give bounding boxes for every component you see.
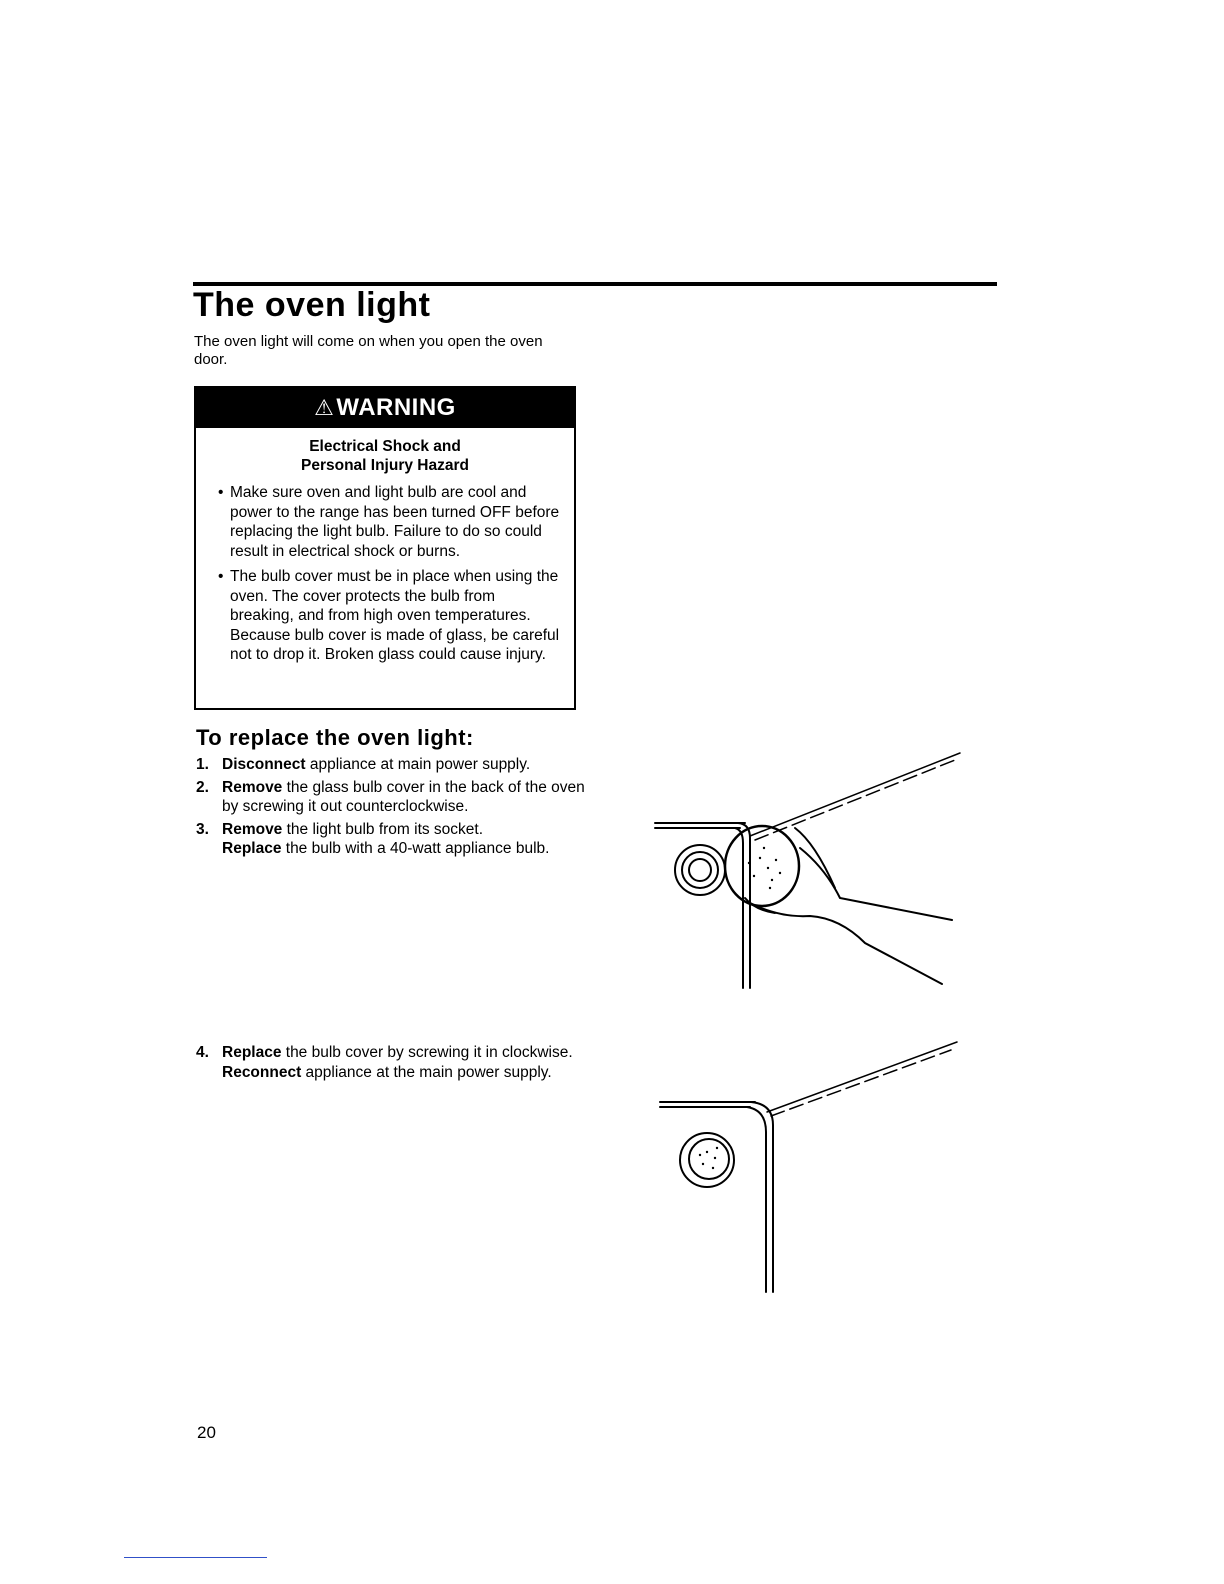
hazard-title bbox=[196, 437, 574, 475]
step-text: the glass bulb cover in the back of the oven by screwing it out counterclockwise. bbox=[222, 778, 585, 815]
step-text-2: the bulb with a 40-watt appliance bulb. bbox=[281, 840, 550, 857]
step-number: 3. bbox=[196, 820, 209, 838]
page-title: The oven light bbox=[193, 286, 431, 324]
step-number: 2. bbox=[196, 778, 209, 796]
step-text-2: appliance at the main power supply. bbox=[301, 1063, 552, 1081]
step-text: the light bulb from its socket. bbox=[282, 820, 484, 838]
step-verb: Remove bbox=[222, 778, 283, 796]
step-item bbox=[196, 1043, 586, 1082]
warning-bullet: • The bulb cover must be in place when using the oven. The cover protects the bulb from breaking, and from high oven temperatures. Because bulb cover is made of glass, be careful not to drop it. Broken glass could cause injury. bbox=[218, 567, 560, 665]
step-verb: Replace bbox=[222, 1044, 282, 1061]
step-verb: Disconnect bbox=[222, 756, 306, 773]
step-text: appliance at main power supply. bbox=[305, 756, 531, 773]
footer-line bbox=[124, 1557, 267, 1558]
intro-text: The oven light will come on when you open the oven door. bbox=[194, 333, 543, 368]
remove-bulb-illustration bbox=[650, 748, 970, 993]
warning-triangle-icon: ⚠ bbox=[314, 395, 335, 420]
step-item bbox=[196, 820, 586, 859]
step-item bbox=[196, 755, 586, 775]
step-verb: Remove bbox=[222, 820, 283, 838]
steps-list-continued bbox=[196, 1043, 586, 1085]
step-verb-2: Replace bbox=[222, 840, 282, 857]
hazard-line-2: Personal Injury Hazard bbox=[301, 457, 469, 474]
steps-list bbox=[196, 755, 586, 862]
hazard-line-1: Electrical Shock and bbox=[309, 438, 461, 455]
section-subtitle: To replace the oven light: bbox=[196, 725, 474, 750]
warning-label: WARNING bbox=[336, 394, 456, 421]
step-item bbox=[196, 778, 586, 817]
page-number: 20 bbox=[197, 1423, 216, 1442]
warning-bullet: • Make sure oven and light bulb are cool and power to the range has been turned OFF before replacing the light bulb. Failure to do so could result in electrical shock or burns. bbox=[218, 483, 560, 561]
bulb-cover-illustration bbox=[655, 1040, 965, 1300]
step-number: 4. bbox=[196, 1044, 209, 1061]
step-verb-2: Reconnect bbox=[222, 1063, 302, 1081]
step-number: 1. bbox=[196, 756, 209, 773]
warning-box bbox=[194, 386, 576, 710]
warning-header bbox=[196, 388, 574, 428]
step-text: the bulb cover by screwing it in clockwise. bbox=[281, 1044, 573, 1061]
warning-bullets bbox=[196, 483, 574, 665]
